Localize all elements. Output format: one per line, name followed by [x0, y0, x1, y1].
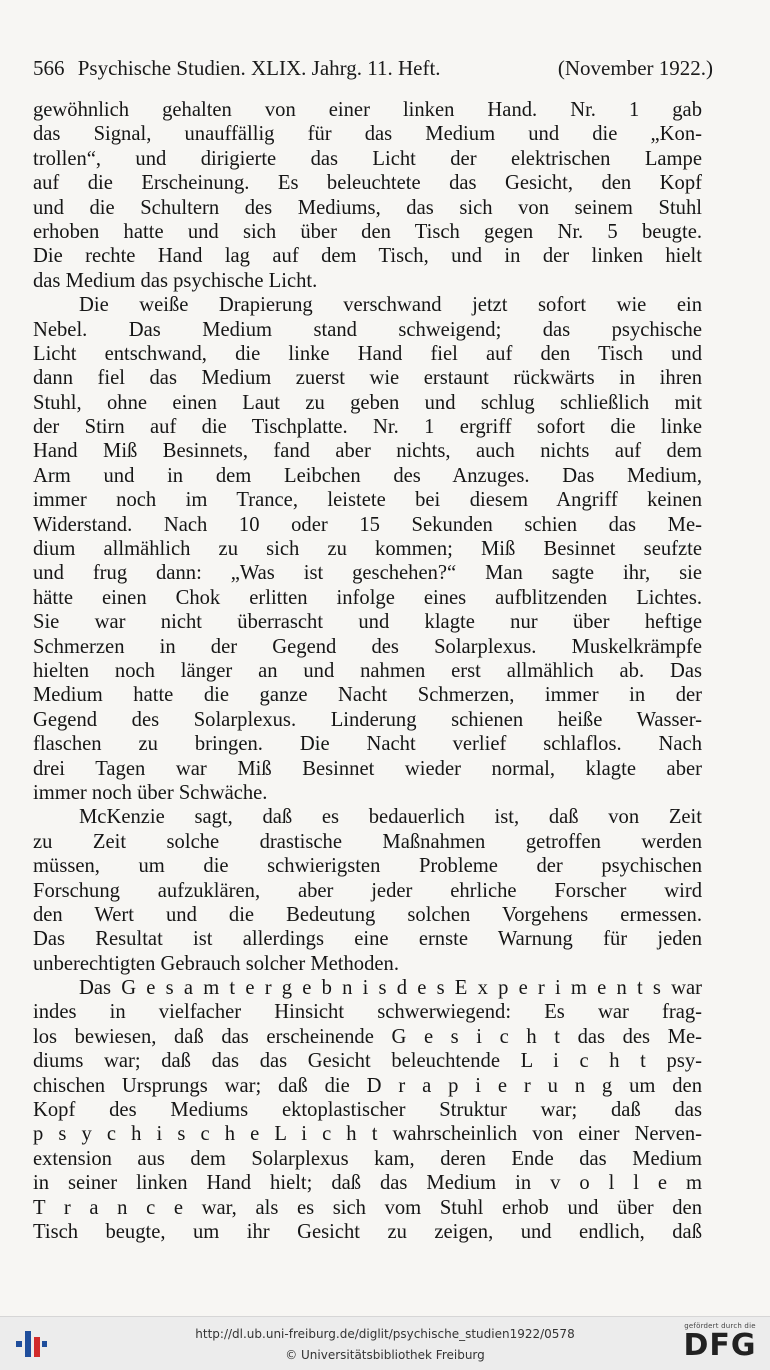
text-line: chischen Ursprungs war; daß die D r a p i e r u n g um den — [33, 1074, 702, 1097]
page-header — [33, 56, 713, 81]
text-line: Die weiße Drapierung verschwand jetzt sofort wie ein — [79, 294, 702, 317]
text-line: McKenzie sagt, daß es bedauerlich ist, daß von Zeit — [79, 806, 702, 829]
text-line: auf die Erscheinung. Es beleuchtete das Gesicht, den Kopf — [33, 172, 702, 195]
text-line: dium allmählich zu sich zu kommen; Miß Besinnet seufzte — [33, 538, 702, 561]
text-line: Schmerzen in der Gegend des Solarplexus. Muskelkrämpfe — [33, 635, 702, 658]
viewer-footer — [0, 1316, 770, 1370]
text-line: Das Resultat ist allerdings eine ernste Warnung für jeden — [33, 928, 702, 951]
text-line: Gegend des Solarplexus. Linderung schienen heiße Wasser- — [33, 708, 702, 731]
text-line: in seiner linken Hand hielt; daß das Medium in v o l l e m — [33, 1172, 702, 1195]
dfg-logo — [678, 1322, 762, 1366]
text-line: dann fiel das Medium zuerst wie erstaunt rückwärts in ihren — [33, 367, 702, 390]
text-line: immer noch über Schwäche. — [33, 781, 268, 804]
text-line: Licht entschwand, die linke Hand fiel auf den Tisch und — [33, 342, 702, 365]
text-line: Kopf des Mediums ektoplastischer Struktur war; daß das — [33, 1099, 702, 1122]
copyright-notice: © Universitätsbibliothek Freiburg — [285, 1348, 485, 1362]
dfg-funded-label: gefördert durch die — [684, 1322, 756, 1330]
body-text — [33, 98, 702, 1244]
text-line: den Wert und die Bedeutung solchen Vorgehens ermessen. — [33, 903, 702, 926]
text-line: Die rechte Hand lag auf dem Tisch, und in der linken hielt — [33, 245, 702, 268]
text-line: das Signal, unauffällig für das Medium und die „Kon- — [33, 123, 702, 146]
text-line: Arm und in dem Leibchen des Anzuges. Das Medium, — [33, 464, 702, 487]
text-line: Tisch beugte, um ihr Gesicht zu zeigen, und endlich, daß — [33, 1220, 702, 1243]
text-line: Medium hatte die ganze Nacht Schmerzen, immer in der — [33, 684, 702, 707]
text-line: Das G e s a m t e r g e b n i s d e s E x p e r i m e n t s war — [79, 977, 702, 1000]
text-line: flaschen zu bringen. Die Nacht verlief schlaflos. Nach — [33, 733, 702, 756]
text-line: Widerstand. Nach 10 oder 15 Sekunden schien das Me- — [33, 513, 702, 536]
text-line: müssen, um die schwierigsten Probleme der psychischen — [33, 855, 702, 878]
text-line: hielten noch länger an und nahmen erst allmählich ab. Das — [33, 659, 702, 682]
text-line: erhoben hatte und sich über den Tisch gegen Nr. 5 beugte. — [33, 220, 702, 243]
text-line: Nebel. Das Medium stand schweigend; das psychische — [33, 318, 702, 341]
text-line: p s y c h i s c h e L i c h t wahrscheinlich von einer Nerven- — [33, 1123, 702, 1146]
text-line: unberechtigten Gebrauch solcher Methoden. — [33, 952, 399, 975]
text-line: Stuhl, ohne einen Laut zu geben und schlug schließlich mit — [33, 391, 702, 414]
text-line: der Stirn auf die Tischplatte. Nr. 1 ergriff sofort die linke — [33, 416, 702, 439]
text-line: trollen“, und dirigierte das Licht der elektrischen Lampe — [33, 147, 702, 170]
text-line: zu Zeit solche drastische Maßnahmen getroffen werden — [33, 830, 702, 853]
text-line: und die Schultern des Mediums, das sich von seinem Stuhl — [33, 196, 702, 219]
text-line: drei Tagen war Miß Besinnet wieder normal, klagte aber — [33, 757, 702, 780]
text-line: extension aus dem Solarplexus kam, deren Ende das Medium — [33, 1147, 702, 1170]
text-line: Forschung aufzuklären, aber jeder ehrliche Forscher wird — [33, 879, 702, 902]
text-line: und frug dann: „Was ist geschehen?“ Man sagte ihr, sie — [33, 562, 702, 585]
text-line: immer noch im Trance, leistete bei diesem Angriff keinen — [33, 489, 702, 512]
text-line: hätte einen Chok erlitten infolge eines aufblitzenden Lichtes. — [33, 586, 702, 609]
dfg-wordmark: DFG — [683, 1328, 757, 1363]
text-line: Sie war nicht überrascht und klagte nur über heftige — [33, 611, 702, 634]
issue-date: (November 1922.) — [557, 56, 713, 80]
running-title: Psychische Studien. XLIX. Jahrg. 11. Heft. — [77, 56, 441, 80]
text-line: T r a n c e war, als es sich vom Stuhl erhob und über den — [33, 1196, 702, 1219]
text-line: Hand Miß Besinnets, fand aber nichts, auch nichts auf dem — [33, 440, 702, 463]
text-line: los bewiesen, daß das erscheinende G e s i c h t das des Me- — [33, 1025, 702, 1048]
text-line: das Medium das psychische Licht. — [33, 269, 318, 292]
text-line: indes in vielfacher Hinsicht schwerwiegend: Es war frag- — [33, 1001, 702, 1024]
page-number: 566 — [33, 56, 65, 80]
text-line: gewöhnlich gehalten von einer linken Hand. Nr. 1 gab — [33, 99, 702, 121]
text-line: diums war; daß das das Gesicht beleuchtende L i c h t psy- — [33, 1050, 702, 1073]
permalink-url[interactable]: http://dl.ub.uni-freiburg.de/diglit/psychische_studien1922/0578 — [195, 1327, 575, 1341]
